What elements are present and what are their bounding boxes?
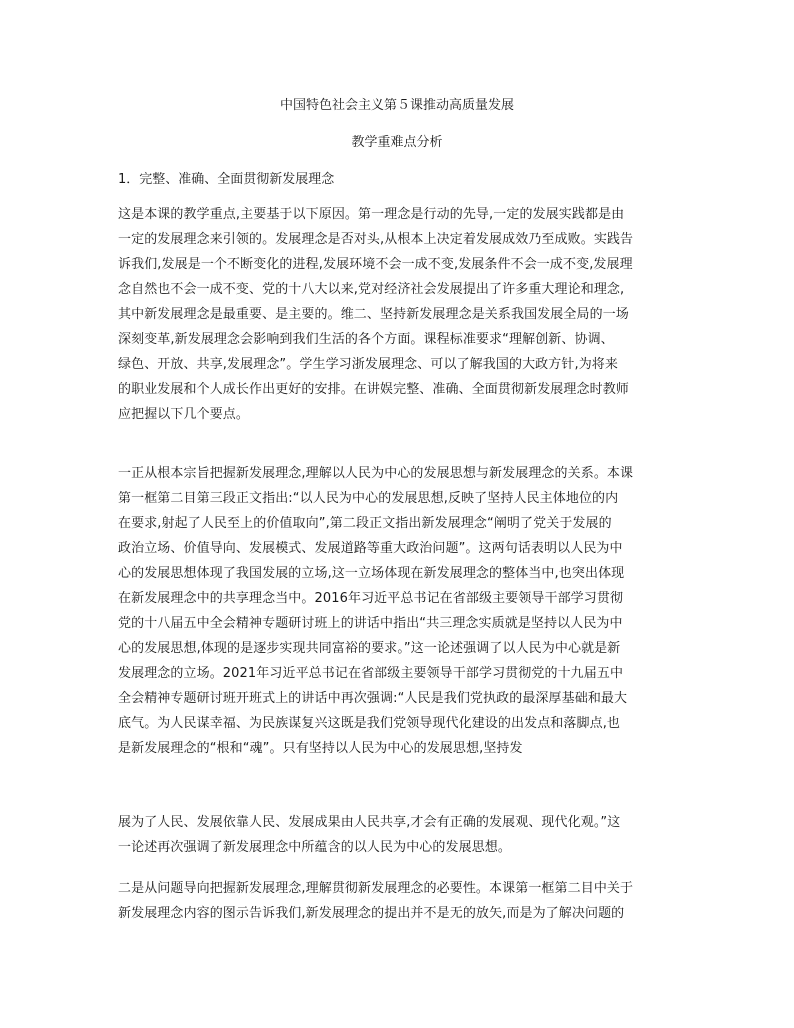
paragraph-line: 一论述再次强调了新发展理念中所蕴含的以人民为中心的发展思想。 [118,840,512,855]
paragraph-line: 展为了人民、发展依靠人民、发展成果由人民共享,才会有正确的发展观、现代化观。”这 [118,815,621,830]
paragraph-line: 政治立场、价值导向、发展模式、发展道路等重大政治问题”。这两句话表明以人民为中 [118,541,623,556]
paragraph-line: 这是本课的教学重点,主要基于以下原因。第一理念是行动的先导,一定的发展实践都是由 [118,207,625,222]
paragraph-line: 应把握以下几个要点。 [118,407,250,422]
paragraph-line: 是新发展理念的“根和“魂”。只有坚持以人民为中心的发展思想,坚持发 [118,741,523,756]
paragraph-line: 二是从问题导向把握新发展理念,理解贯彻新发展理念的必要性。本课第一框第二目中关于 [118,881,634,896]
document-title: 中国特色社会主义第５课推动高质量发展 [279,98,514,113]
paragraph-line: 诉我们,发展是一个不断变化的进程,发展环境不会一成不变,发展条件不会一成不变,发展理 [118,257,633,272]
paragraph-line: 念自然也不会一成不变、党的十八大以来,党对经济社会发展提出了许多重大理论和理念, [118,282,625,297]
paragraph-line: 底气。为人民谋幸福、为民族谋复兴这既是我们党领导现代化建设的出发点和落脚点,也 [118,716,621,731]
paragraph-line: 一定的发展理念来引领的。发展理念是否对头,从根本上决定着发展成效乃至成败。实践告 [118,232,634,247]
paragraph-1 [118,202,678,427]
paragraph-line: 在新发展理念中的共享理念当中。2016年习近平总书记在省部级主要领导干部学习贯彻 [118,591,624,606]
paragraph-line: 心的发展思想体现了我国发展的立场,这一立场体现在新发展理念的整体当中,也突出体现 [118,566,625,581]
paragraph-line: 新发展理念内容的图示告诉我们,新发展理念的提出并不是无的放矢,而是为了解决问题的 [118,906,625,921]
paragraph-2 [118,461,678,761]
paragraph-line: 发展理念的立场。2021年习近平总书记在省部级主要领导干部学习贯彻党的十九届五中 [118,666,624,681]
section-heading: 1．完整、准确、全面贯彻新发展理念 [118,172,335,187]
paragraph-line: 绿色、开放、共享,发展理念”。学生学习浙发展理念、可以了解我国的大政方针,为将来 [118,357,618,372]
paragraph-4 [118,876,678,926]
paragraph-line: 其中新发展理念是最重要、是主要的。维二、坚持新发展理念是关系我国发展全局的一场 [118,307,629,322]
paragraph-line: 心的发展思想,体现的是逐步实现共同富裕的要求。”这一论述强调了以人民为中心就是新 [118,641,621,656]
paragraph-3 [118,810,678,860]
document-subtitle: 教学重难点分析 [351,135,443,150]
paragraph-line: 一正从根本宗旨把握新发展理念,理解以人民为中心的发展思想与新发展理念的关系。本课 [118,466,634,481]
paragraph-line: 党的十八届五中全会精神专题研讨班上的讲话中指出“共三理念实质就是坚持以人民为中 [118,616,623,631]
paragraph-line: 深刻变革,新发展理念会影响到我们生活的各个方面。课程标准要求“理解创新、协调、 [118,332,614,347]
paragraph-line: 全会精神专题研讨班开班式上的讲话中再次强调:“人民是我们党执政的最深厚基础和最大 [118,691,628,706]
paragraph-line: 在要求,射起了人民至上的价值取向”,第二段正文指出新发展理念“阐明了党关于发展的 [118,516,612,531]
paragraph-line: 的职业发展和个人成长作出更好的安排。在讲娱完整、准确、全面贯彻新发展理念时教师 [118,382,629,397]
paragraph-line: 第一框第二目第三段正文指出:“以人民为中心的发展思想,反映了坚持人民主体地位的内 [118,491,619,506]
